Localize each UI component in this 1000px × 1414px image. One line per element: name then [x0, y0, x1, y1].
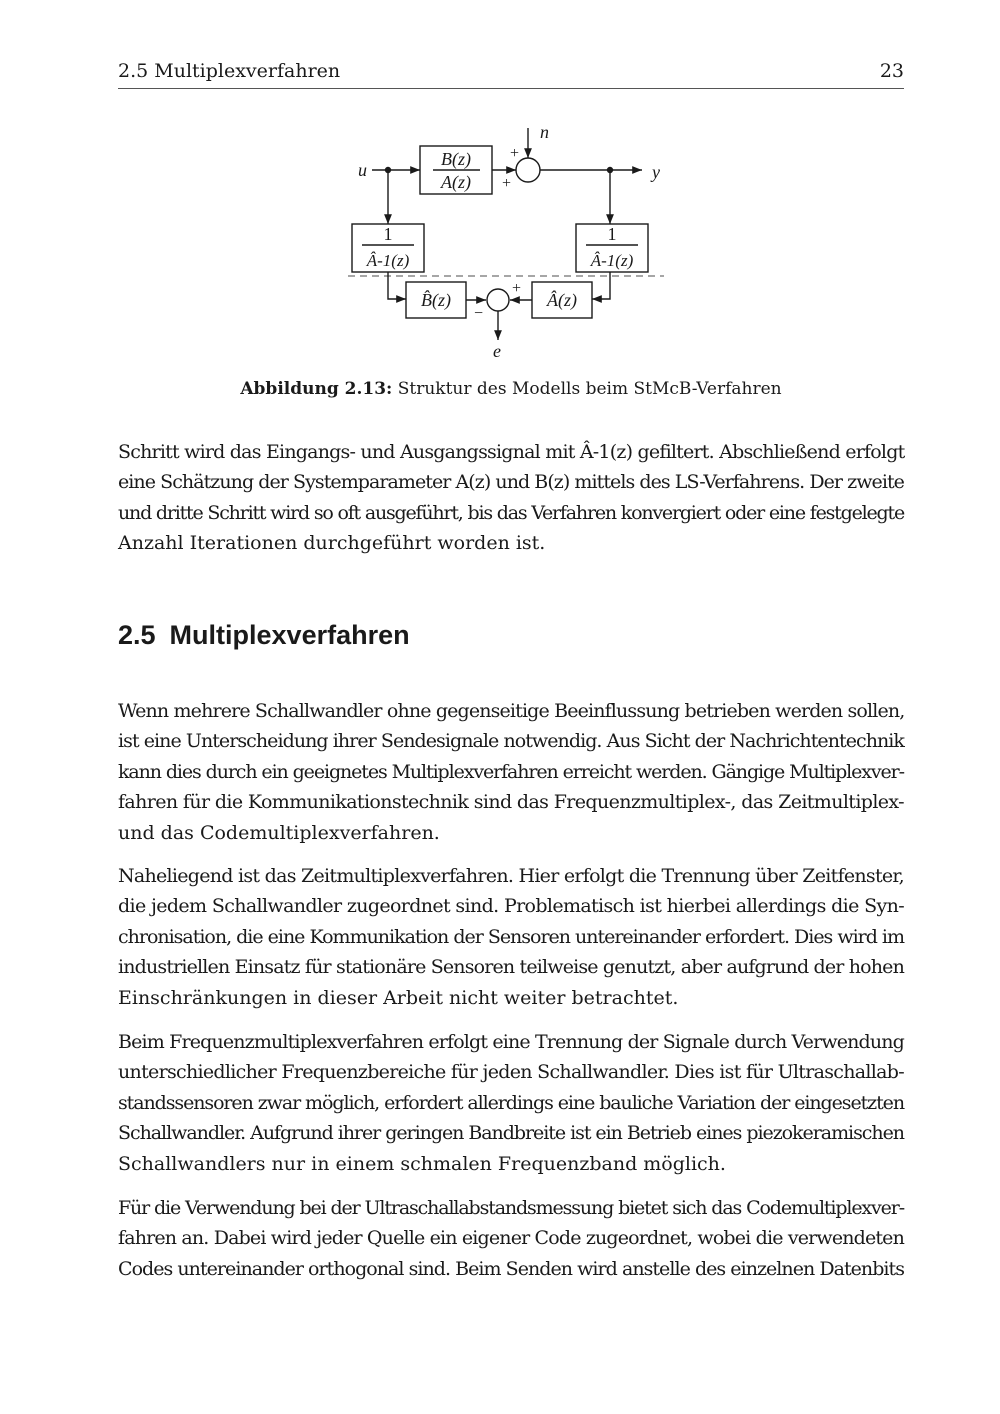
- block-diagram: [340, 118, 670, 368]
- text-line: Wenn mehrere Schallwandler ohne gegenseitige Beeinflussung betrieben werden sollen,: [118, 700, 905, 722]
- text-line: industriellen Einsatz für stationäre Sensoren teilweise genutzt, aber aufgrund der hohen: [118, 956, 904, 979]
- header-section-title: 2.5 Multiplexverfahren: [118, 60, 341, 82]
- filter-numerator-right: 1: [607, 224, 617, 244]
- text-line: ist eine Unterscheidung ihrer Sendesignale notwendig. Aus Sicht der Nachrichtentechnik: [118, 730, 904, 753]
- text-line: Codes untereinander orthogonal sind. Beim Senden wird anstelle des einzelnen Datenbits: [118, 1257, 904, 1280]
- text-line: Anzahl Iterationen durchgeführt worden ist.: [118, 532, 546, 555]
- text-line: eine Schätzung der Systemparameter A(z) und B(z) mittels des LS-Verfahrens. Der zweite: [118, 471, 904, 494]
- page-number: 23: [879, 60, 904, 82]
- figure-caption-text: Struktur des Modells beim StMcB-Verfahren: [397, 379, 782, 399]
- text-line: Schallwandlers nur in einem schmalen Frequenzband möglich.: [118, 1152, 726, 1175]
- text-line: chronisation, die eine Kommunikation der Sensoren untereinander erfordert. Dies wird im: [118, 925, 904, 948]
- text-line: Schallwandler. Aufgrund ihrer geringen Bandbreite ist ein Betrieb eines piezokeramischen: [118, 1122, 904, 1145]
- text-line: Für die Verwendung bei der Ultraschallabstandsmessung bietet sich das Codemultiplexver-: [118, 1197, 904, 1219]
- signal-label-n: n: [540, 122, 549, 142]
- paragraph-method-steps: [118, 437, 904, 559]
- text-line: fahren an. Dabei wird jeder Quelle ein eigener Code zugeordnet, wobei die verwendeten: [118, 1227, 904, 1250]
- summing-junction-top: [516, 158, 540, 182]
- sign-plus-bottom: +: [512, 280, 522, 297]
- filter-denominator-right: Â-1(z): [590, 251, 634, 270]
- filter-numerator-left: 1: [383, 224, 393, 244]
- section-heading: [118, 620, 410, 651]
- sign-plus-top: +: [510, 145, 520, 162]
- figure-caption-label: Abbildung 2.13:: [240, 379, 393, 399]
- text-line: und das Codemultiplexverfahren.: [118, 821, 440, 844]
- sign-plus-left: +: [502, 175, 512, 192]
- sign-minus-bottom: −: [474, 305, 484, 322]
- text-line: Schritt wird das Eingangs- und Ausgangssignal mit Â-1(z) gefiltert. Abschließend erfolgt: [118, 441, 905, 463]
- block-label-b-hat: B̂(z): [421, 290, 451, 310]
- figure-caption: [118, 379, 904, 399]
- text-line: kann dies durch ein geeignetes Multiplexverfahren erreicht werden. Gängige Multiplexver-: [118, 760, 904, 783]
- text-line: Naheliegend ist das Zeitmultiplexverfahren. Hier erfolgt die Trennung über Zeitfenster,: [118, 865, 904, 887]
- paragraph-frequency-multiplex: [118, 1027, 904, 1179]
- paragraph-intro-multiplex: [118, 696, 904, 848]
- text-line: Einschränkungen in dieser Arbeit nicht weiter betrachtet.: [118, 986, 679, 1009]
- section-title: Multiplexverfahren: [169, 620, 410, 650]
- section-number: 2.5: [118, 620, 156, 650]
- text-line: Beim Frequenzmultiplexverfahren erfolgt eine Trennung der Signale durch Verwendung: [118, 1031, 904, 1053]
- summing-junction-bottom: [487, 289, 509, 311]
- text-line: standssensoren zwar möglich, erfordert allerdings eine bauliche Variation der eingesetzten: [118, 1091, 904, 1114]
- filter-denominator-left: Â-1(z): [366, 251, 410, 270]
- signal-label-y: y: [652, 162, 660, 182]
- block-label-a-denominator: A(z): [441, 172, 471, 192]
- block-label-b-numerator: B(z): [441, 149, 471, 169]
- text-line: die jedem Schallwandler zugeordnet sind. Problematisch ist hierbei allerdings die Syn-: [118, 895, 904, 918]
- signal-label-u: u: [358, 160, 367, 180]
- signal-label-e: e: [493, 341, 501, 361]
- block-label-a-hat: Â(z): [547, 290, 577, 310]
- text-line: unterschiedlicher Frequenzbereiche für jeden Schallwandler. Dies ist für Ultraschallab-: [118, 1061, 904, 1084]
- paragraph-time-multiplex: [118, 861, 904, 1013]
- running-header: [118, 60, 904, 89]
- text-line: und dritte Schritt wird so oft ausgeführt, bis das Verfahren konvergiert oder eine festgelegte: [118, 501, 904, 524]
- paragraph-code-multiplex: [118, 1193, 904, 1284]
- text-line: fahren für die Kommunikationstechnik sind das Frequenzmultiplex-, das Zeitmultiplex-: [118, 791, 904, 814]
